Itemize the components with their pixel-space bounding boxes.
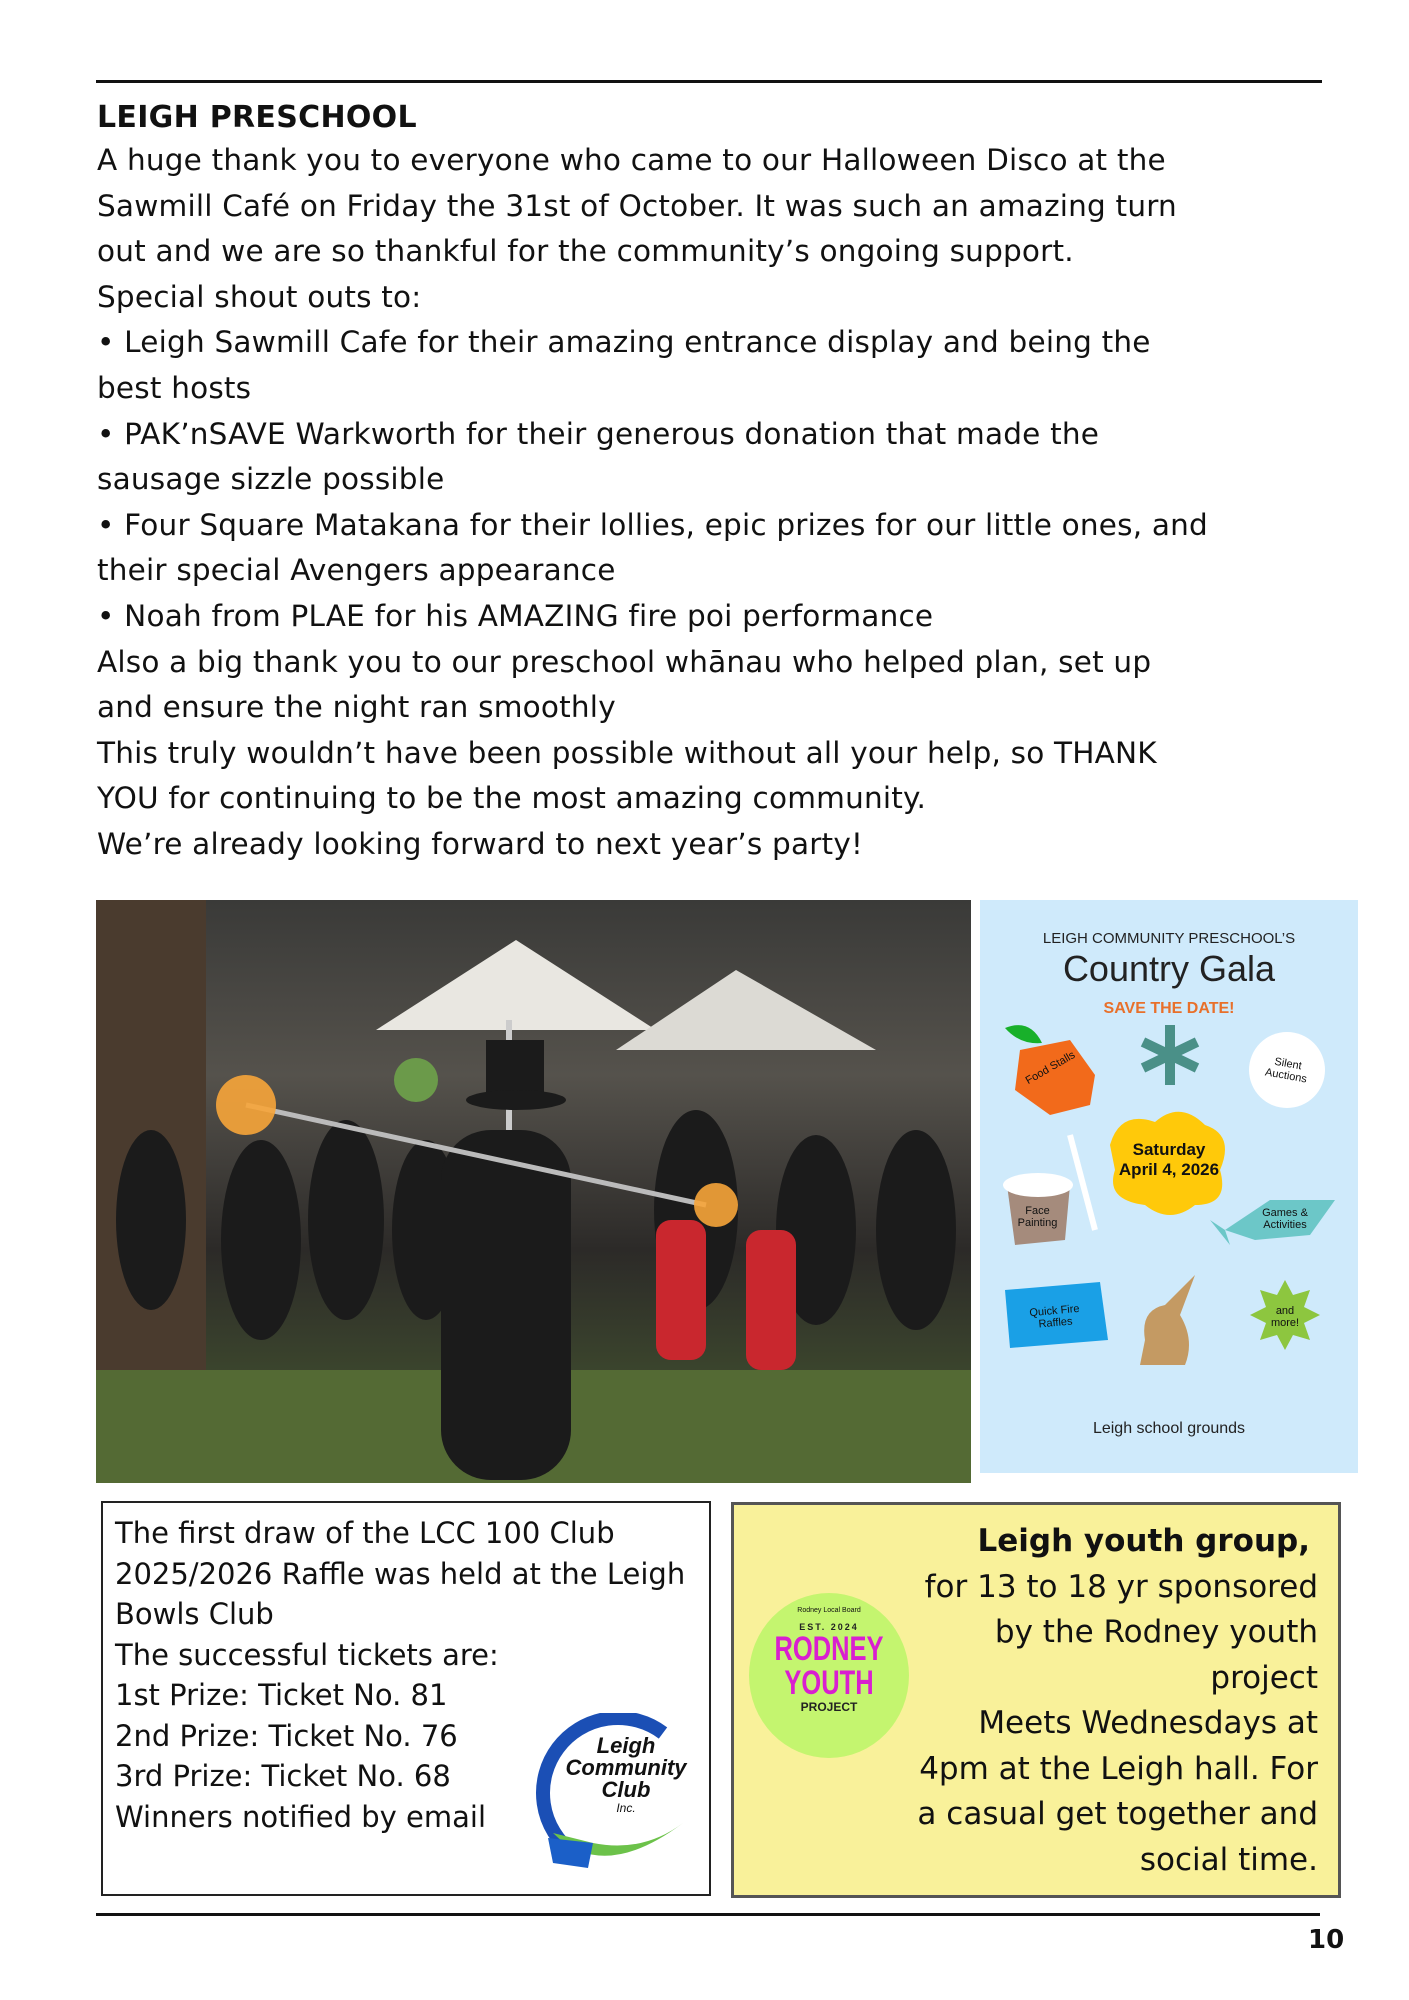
poster-pretitle: LEIGH COMMUNITY PRESCHOOL’S [1042,930,1296,947]
poster-date-day: Saturday [1132,1140,1206,1159]
poster-item-games: Games & Activities [1262,1207,1308,1231]
bottom-rule [96,1913,1320,1916]
poster-save-the-date: SAVE THE DATE! [1103,1000,1235,1017]
article-line: out and we are so thankful for the community’s ongoing support. [97,234,1074,269]
raffle-box [101,1501,711,1896]
article-heading: LEIGH PRESCHOOL [97,100,417,135]
article-line: • Leigh Sawmill Cafe for their amazing entrance display and being the [97,325,1151,360]
poster-title: Country Gala [1062,948,1276,989]
lcc-logo-text: Leigh Community Club Inc. [565,1733,687,1815]
youth-line: by the Rodney youth [994,1614,1318,1650]
youth-line: 4pm at the Leigh hall. For [919,1750,1318,1787]
top-rule [96,80,1322,83]
lcc-logo [533,1713,698,1878]
youth-line: Meets Wednesdays at [978,1705,1318,1741]
raffle-line: 2025/2026 Raffle was held at the Leigh [115,1556,686,1591]
country-gala-poster [980,900,1358,1473]
article-line: This truly wouldn’t have been possible without all your help, so THANK [97,735,1157,770]
youth-line: for 13 to 18 yr sponsored [924,1568,1318,1605]
article-line: • Noah from PLAE for his AMAZING fire poi performance [97,598,934,633]
article-line: and ensure the night ran smoothly [97,690,616,725]
article-line: Also a big thank you to our preschool whānau who helped plan, set up [97,644,1152,679]
youth-line: project [1210,1659,1318,1696]
youth-group-box [731,1502,1341,1898]
poster-venue: Leigh school grounds [1092,1420,1246,1437]
raffle-line: 1st Prize: Ticket No. 81 [115,1678,448,1712]
poster-item-face-painting: Face Painting [1017,1205,1058,1229]
page-number: 10 [1308,1925,1345,1955]
article-line: YOU for continuing to be the most amazing community. [97,781,927,816]
youth-line: a casual get together and [917,1796,1318,1832]
poster-item-silent-auctions: Silent Auctions [1264,1055,1308,1086]
raffle-line: 3rd Prize: Ticket No. 68 [115,1759,451,1793]
article-line: Special shout outs to: [97,279,422,314]
rodney-youth-logo: Rodney Local Board EST. 2024 RODNEY YOUTH PROJECT [749,1593,909,1758]
raffle-line: The first draw of the LCC 100 Club [115,1516,615,1550]
raffle-line: The successful tickets are: [115,1637,499,1672]
fire-poi-photo [96,900,971,1483]
poster-item-food-stalls: Food Stalls [1023,1049,1078,1087]
poster-item-more: and more! [1270,1305,1300,1329]
poster-item-raffles: Quick Fire Raffles [1028,1302,1080,1331]
article-line: best hosts [97,370,252,405]
raffle-line: 2nd Prize: Ticket No. 76 [115,1718,458,1753]
youth-heading: Leigh youth group, [977,1523,1310,1559]
raffle-line: Bowls Club [115,1597,274,1631]
article-line: Sawmill Café on Friday the 31st of October. It was such an amazing turn [97,188,1177,223]
photo-scene [96,900,971,1483]
article-line: We’re already looking forward to next year’s party! [97,826,864,861]
article-line: • Four Square Matakana for their lollies, epic prizes for our little ones, and [97,507,1208,542]
article-line: their special Avengers appearance [97,553,616,588]
article-line: sausage sizzle possible [97,462,445,497]
poster-illustrations [980,900,1358,1473]
poster-date: April 4, 2026 [1118,1160,1220,1179]
article-line: • PAK’nSAVE Warkworth for their generous donation that made the [97,416,1100,451]
youth-line: social time. [1139,1841,1318,1878]
raffle-line: Winners notified by email [115,1799,486,1834]
article-line: A huge thank you to everyone who came to our Halloween Disco at the [97,143,1166,177]
preschool-article [97,98,1337,868]
